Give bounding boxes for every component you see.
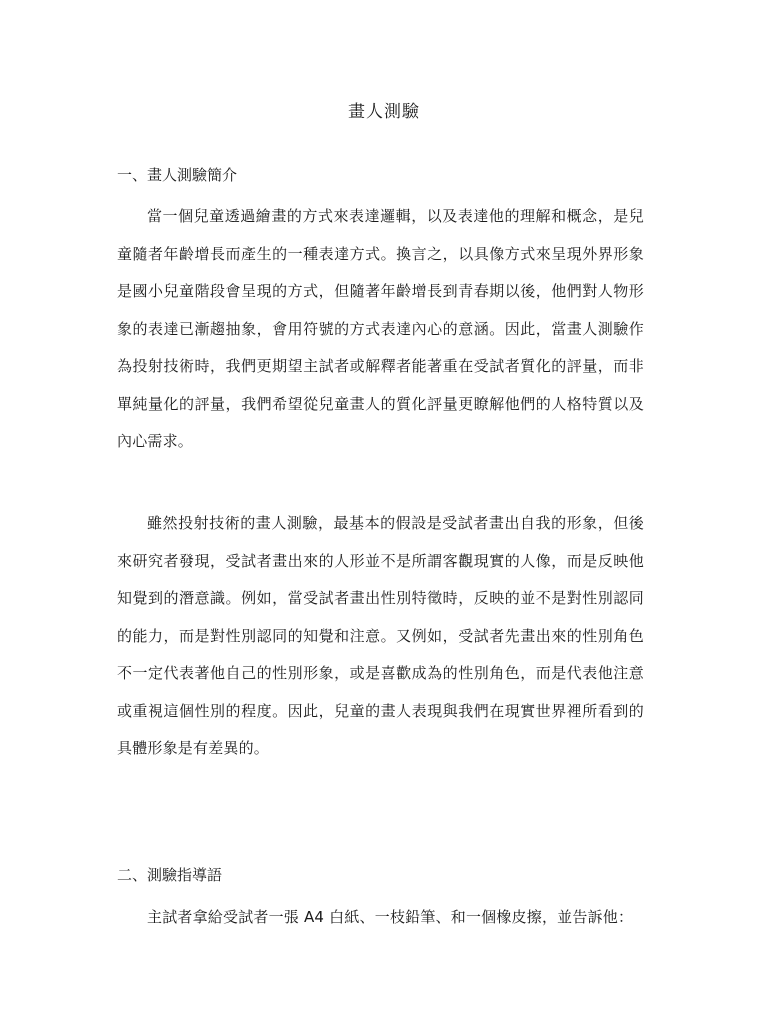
document-title: 畫人測驗 <box>348 102 420 122</box>
section-heading-instructions: 二、測驗指導語 <box>117 866 223 884</box>
paragraph-intro-1: 當一個兒童透過繪畫的方式來表達邏輯，以及表達他的理解和概念，是兒童隨者年齡增長而產生的一種表達方式。換言之，以具像方式來呈現外界形象是國小兒童階段會呈現的方式，但隨著年齡增長到青春期以後，他們對人物形象的表達已漸趨抽象，會用符號的方式表達內心的意涵。因此，當畫人測驗作為投射技術時，我們更期望主試者或解釋者能著重在受試者質化的評量，而非單純量化的評量，我們希望從兒童畫人的質化評量更瞭解他們的人格特質以及內心需求。 <box>117 207 644 450</box>
section-heading-intro: 一、畫人測驗簡介 <box>117 166 238 184</box>
paragraph-intro-2: 雖然投射技術的畫人測驗，最基本的假設是受試者畫出自我的形象，但後來研究者發現，受試者畫出來的人形並不是所謂客觀現實的人像，而是反映他知覺到的潛意識。例如，當受試者畫出性別特徵時，反映的並不是對性別認同的能力，而是對性別認同的知覺和注意。又例如，受試者先畫出來的性別角色不一定代表著他自己的性別形象，或是喜歡成為的性別角色，而是代表他注意或重視這個性別的程度。因此，兒童的畫人表現與我們在現實世界裡所看到的具體形象是有差異的。 <box>117 514 644 757</box>
paragraph-instructions-1: 主試者拿給受試者一張 A4 白紙、一枝鉛筆、和一個橡皮擦，並告訴他： <box>147 908 634 926</box>
